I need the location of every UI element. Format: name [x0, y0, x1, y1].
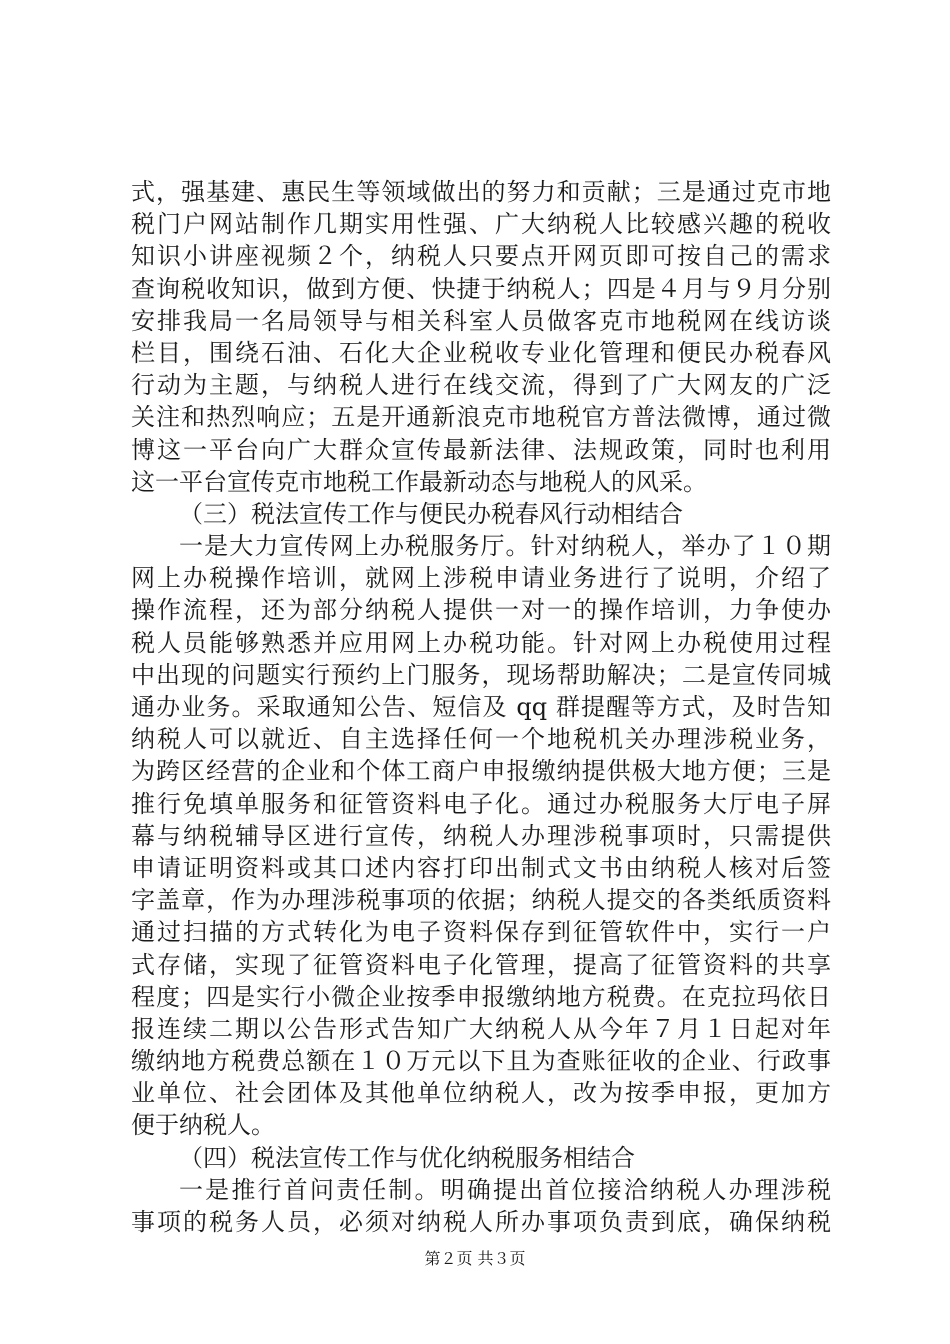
text-line: 式存储，实现了征管资料电子化管理，提高了征管资料的共享	[131, 950, 831, 979]
text-line: 缴纳地方税费总额在１０万元以下且为查账征收的企业、行政事	[131, 1047, 831, 1076]
text-line: 便于纳税人。	[131, 1111, 275, 1140]
text-line: 程度；四是实行小微企业按季申报缴纳地方税费。在克拉玛依日	[131, 982, 831, 1011]
body-text	[131, 176, 831, 1238]
text-line: 推行免填单服务和征管资料电子化。通过办税服务大厅电子屏	[131, 789, 831, 818]
text-line: 这一平台宣传克市地税工作最新动态与地税人的风采。	[131, 467, 707, 496]
text-line: 申请证明资料或其口述内容打印出制式文书由纳税人核对后签	[131, 853, 831, 882]
text-line: 报连续二期以公告形式告知广大纳税人从今年７月１日起对年	[131, 1014, 831, 1043]
text-line: 业单位、社会团体及其他单位纳税人，改为按季申报，更加方	[131, 1079, 831, 1108]
page-footer: 第２页 共３页	[424, 1249, 526, 1268]
text-line: 幕与纳税辅导区进行宣传，纳税人办理涉税事项时，只需提供	[131, 821, 831, 850]
text-line: 一是大力宣传网上办税服务厅。针对纳税人，举办了１０期	[179, 532, 831, 561]
text-line: 事项的税务人员，必须对纳税人所办事项负责到底，确保纳税	[131, 1208, 831, 1236]
text-line: 行动为主题，与纳税人进行在线交流，得到了广大网友的广泛	[131, 371, 831, 400]
text-line: 网上办税操作培训，就网上涉税申请业务进行了说明，介绍了	[131, 564, 831, 593]
text-line: 式，强基建、惠民生等领域做出的努力和贡献；三是通过克市地	[131, 178, 831, 206]
text-line: 操作流程，还为部分纳税人提供一对一的操作培训，力争使办	[131, 596, 831, 625]
text-line: 税门户网站制作几期实用性强、广大纳税人比较感兴趣的税收	[131, 210, 831, 239]
text-line: 纳税人可以就近、自主选择任何一个地税机关办理涉税业务，	[131, 725, 831, 754]
text-line: 通过扫描的方式转化为电子资料保存到征管软件中，实行一户	[131, 918, 831, 947]
text-line: 为跨区经营的企业和个体工商户申报缴纳提供极大地方便；三是	[131, 757, 831, 786]
text-line: 字盖章，作为办理涉税事项的依据；纳税人提交的各类纸质资料	[131, 886, 831, 915]
text-line: 安排我局一名局领导与相关科室人员做客克市地税网在线访谈	[131, 306, 831, 335]
text-line: 知识小讲座视频２个，纳税人只要点开网页即可按自己的需求	[131, 242, 831, 271]
text-line: （三）税法宣传工作与便民办税春风行动相结合	[179, 499, 683, 528]
text-line: 查询税收知识，做到方便、快捷于纳税人；四是４月与９月分别	[131, 274, 831, 303]
text-line: 中出现的问题实行预约上门服务，现场帮助解决；二是宣传同城	[131, 660, 831, 689]
text-line: 栏目，围绕石油、石化大企业税收专业化管理和便民办税春风	[131, 338, 831, 367]
text-line: 税人员能够熟悉并应用网上办税功能。针对网上办税使用过程	[131, 628, 831, 657]
text-line: 通办业务。采取通知公告、短信及 qq 群提醒等方式，及时告知	[131, 693, 831, 721]
text-line: 关注和热烈响应；五是开通新浪克市地税官方普法微博，通过微	[131, 403, 831, 432]
text-line: （四）税法宣传工作与优化纳税服务相结合	[179, 1143, 635, 1172]
text-line: 一是推行首问责任制。明确提出首位接洽纳税人办理涉税	[179, 1175, 831, 1204]
text-line: 博这一平台向广大群众宣传最新法律、法规政策，同时也利用	[131, 435, 831, 464]
